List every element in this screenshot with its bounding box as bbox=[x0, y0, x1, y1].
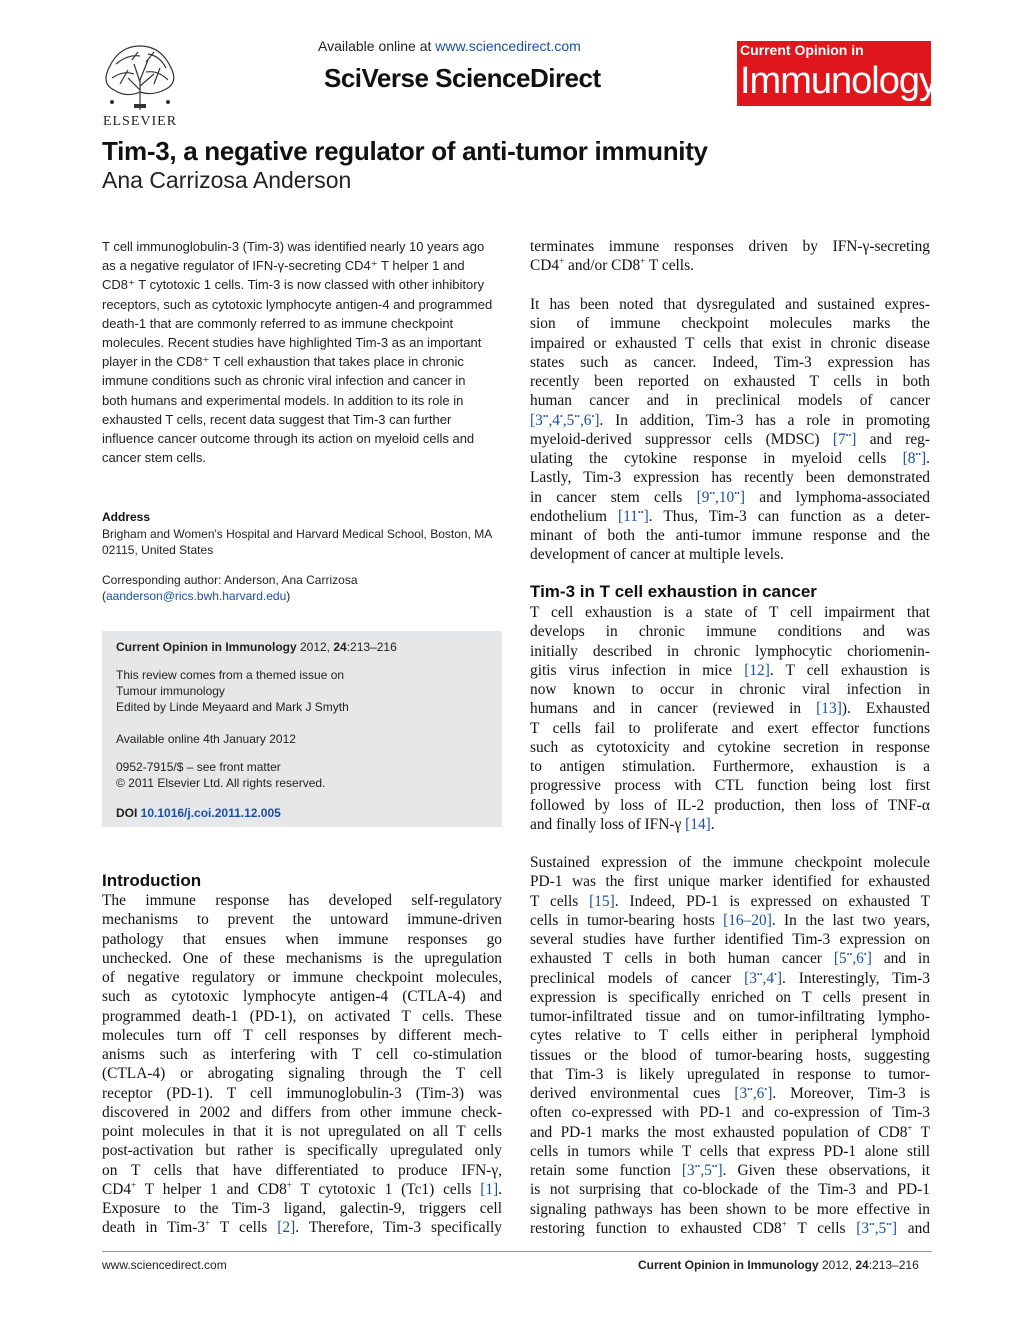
citation-volume: 24 bbox=[333, 640, 347, 654]
body-line: progressive process with CTL function being lost first bbox=[530, 777, 930, 795]
body-line: death in Tim-3+ T cells [2]. Therefore, Tim-3 specifically bbox=[102, 1218, 502, 1237]
available-prefix: Available online at bbox=[318, 38, 436, 54]
reference-link[interactable]: [16–20] bbox=[723, 911, 772, 929]
body-line: preclinical models of cancer [3••,4•]. Interestingly, Tim-3 bbox=[530, 969, 930, 987]
body-line: programmed death-1 (PD-1), on activated T cells. These bbox=[102, 1007, 502, 1025]
reference-link[interactable]: [9••,10••] bbox=[696, 488, 745, 506]
address-text: Brigham and Women's Hospital and Harvard Medical School, Boston, MA 02115, United States bbox=[102, 527, 492, 557]
introduction-body bbox=[102, 891, 502, 1238]
body-line: states such as cancer. Indeed, Tim-3 expression has bbox=[530, 353, 930, 371]
body-line: exhausted T cells in both human cancer [5••,6•] and in bbox=[530, 950, 931, 968]
doi-line bbox=[116, 805, 488, 821]
body-line: is not surprising that co-blockade of the Tim-3 and PD-1 bbox=[530, 1181, 930, 1199]
body-line: receptor (PD-1). T cell immunoglobulin-3 (Tim-3) was bbox=[102, 1084, 502, 1102]
exhaustion-paragraph bbox=[530, 603, 930, 834]
issn-line: 0952-7915/$ – see front matter bbox=[116, 760, 281, 774]
body-line: ulating the cytokine response in myeloid cells [8••]. bbox=[530, 449, 930, 467]
reference-link[interactable]: [14] bbox=[685, 815, 711, 833]
article-title: Tim-3, a negative regulator of anti-tumor immunity bbox=[102, 136, 708, 166]
body-line: cytes relative to T cells either in peripheral lymphoid bbox=[530, 1027, 930, 1045]
body-line: The immune response has developed self-regulatory bbox=[102, 892, 502, 909]
reference-link[interactable]: [3••,6•] bbox=[734, 1084, 773, 1102]
body-line: expression is specifically enriched on T cells present in bbox=[530, 988, 930, 1006]
available-online-date: Available online 4th January 2012 bbox=[116, 732, 296, 746]
body-line: cells in tumors while T cells that express PD-1 alone still bbox=[530, 1142, 930, 1160]
reference-link[interactable]: [15] bbox=[589, 892, 615, 910]
body-line: impaired or exhausted T cells that exist in chronic disease bbox=[530, 334, 930, 352]
footer-divider bbox=[102, 1251, 932, 1252]
body-line: point molecules in that it is not upregulated on all T cells bbox=[102, 1123, 502, 1140]
dysregulation-paragraph bbox=[530, 295, 930, 565]
body-line: signaling pathways has been shown to be more effective in bbox=[530, 1200, 930, 1218]
reference-link[interactable]: [13] bbox=[816, 700, 842, 718]
body-line: anisms such as interfering with T cell co-stimulation bbox=[102, 1046, 502, 1063]
body-line: gitis virus infection in mice [12]. T cell exhaustion is bbox=[530, 661, 930, 679]
body-line: restoring function to exhausted CD8+ T cells [3••,5••] and bbox=[530, 1218, 930, 1237]
elsevier-tree-icon bbox=[98, 40, 182, 112]
body-line: to antigen stimulation. Furthermore, exhaustion is a bbox=[530, 758, 930, 775]
body-line: T cells [15]. Indeed, PD-1 is expressed on exhausted T bbox=[530, 892, 930, 910]
journal-name: Immunology bbox=[740, 60, 937, 102]
reference-link[interactable]: [7••] bbox=[832, 430, 857, 448]
article-author: Ana Carrizosa Anderson bbox=[102, 167, 352, 193]
citation-year: 2012, bbox=[296, 640, 334, 654]
introduction-heading: Introduction bbox=[102, 871, 202, 890]
themed-issue-topic: Tumour immunology bbox=[116, 684, 225, 698]
reference-link[interactable]: [8••] bbox=[902, 449, 927, 467]
body-line: and PD-1 marks the most exhausted population of CD8+ T bbox=[530, 1122, 930, 1141]
body-line: CD4+ T helper 1 and CD8+ T cytotoxic 1 (Tc1) cells [1]. bbox=[102, 1179, 502, 1198]
body-line: on T cells that have differentiated to produce IFN-γ, bbox=[102, 1161, 502, 1179]
body-line: humans and in cancer (reviewed in [13]). Exhausted bbox=[530, 700, 930, 718]
body-line: post-activation but rather is specifically upregulated only bbox=[102, 1142, 502, 1160]
body-line: T cell exhaustion is a state of T cell impairment that bbox=[530, 604, 930, 621]
body-line: unchecked. One of these mechanisms is the upregulation bbox=[102, 949, 502, 967]
reference-link[interactable]: [3••,5••] bbox=[681, 1161, 723, 1179]
pd1-paragraph bbox=[530, 853, 930, 1238]
themed-issue-line: This review comes from a themed issue on bbox=[116, 668, 345, 682]
body-line: Exposure to the Tim-3 ligand, galectin-9, triggers cell bbox=[102, 1200, 502, 1217]
journal-banner bbox=[737, 41, 937, 106]
body-line: T cells fail to proliferate and exert effector functions bbox=[530, 719, 930, 737]
body-line: CD4+ and/or CD8+ T cells. bbox=[530, 256, 694, 275]
body-line: cells in tumor-bearing hosts [16–20]. In the last two years, bbox=[530, 911, 930, 929]
abstract: T cell immunoglobulin-3 (Tim-3) was identified nearly 10 years ago as a negative regulator of IFN-γ-secreting CD4⁺ T helper 1 and CD8⁺ T cytotoxic 1 cells. Tim-3 is now classed with other inhibitory receptors, such as cytotoxic lymphocyte antigen-4 and programmed death-1 that are commonly referred to as immune checkpoint molecules. Recent studies have highlighted Tim-3 as an important player in the CD8⁺ T cell exhaustion that takes place in chronic immune conditions such as chronic viral infection and cancer in both humans and experimental models. In addition to its role in exhausted T cells, recent data suggest that Tim-3 can further influence cancer outcome through its action on myeloid cells and cancer stem cells. bbox=[102, 239, 493, 466]
body-line: terminates immune responses driven by IFN-γ-secreting bbox=[530, 238, 930, 255]
body-line: development of cancer at multiple levels. bbox=[530, 546, 784, 564]
reference-link[interactable]: [3••,4•] bbox=[744, 969, 783, 987]
reference-link[interactable]: [3••,5••] bbox=[856, 1219, 897, 1237]
body-line: [3••,4•,5••,6•]. In addition, Tim-3 has a role in promoting bbox=[530, 411, 930, 429]
author-email-link[interactable]: aanderson@rics.bwh.harvard.edu bbox=[106, 589, 287, 603]
body-line: discovered in 2002 and differs from other immune check- bbox=[102, 1103, 502, 1121]
editors-line: Edited by Linde Meyaard and Mark J Smyth bbox=[116, 700, 349, 714]
reference-link[interactable]: [11••] bbox=[618, 507, 649, 525]
body-line: recently been reported on exhausted T cells in both bbox=[530, 373, 930, 390]
footer-journal: Current Opinion in Immunology bbox=[638, 1258, 819, 1272]
reference-link[interactable]: [1] bbox=[480, 1180, 499, 1198]
body-line: human cancer and in preclinical models of cancer bbox=[530, 392, 930, 410]
footer-volume: 24 bbox=[855, 1258, 869, 1272]
elsevier-logo bbox=[98, 40, 182, 130]
body-line: mechanisms to prevent the untoward immune-driven bbox=[102, 911, 502, 929]
body-line: pathology that ensues when immune responses go bbox=[102, 930, 502, 948]
body-line: Sustained expression of the immune checkpoint molecule bbox=[530, 854, 930, 871]
body-line: retain some function [3••,5••]. Given these observations, it bbox=[530, 1161, 930, 1179]
doi-label: DOI bbox=[116, 806, 141, 820]
reference-link[interactable]: [3••,4•,5••,6•] bbox=[530, 411, 600, 429]
citation-pages: :213–216 bbox=[346, 640, 397, 654]
reference-link[interactable]: [5••,6•] bbox=[833, 950, 872, 968]
exhaustion-heading: Tim-3 in T cell exhaustion in cancer bbox=[530, 582, 817, 601]
reference-link[interactable]: [2] bbox=[277, 1219, 296, 1237]
body-line: often co-expressed with PD-1 and co-expression of Tim-3 bbox=[530, 1104, 930, 1122]
corresponding-author: Corresponding author: Anderson, Ana Carrizosa (aanderson@rics.bwh.harvard.edu) bbox=[102, 573, 358, 603]
footer-year: 2012, bbox=[818, 1258, 856, 1272]
body-line: initially described in chronic lymphocytic choriomenin- bbox=[530, 642, 930, 660]
body-line: (CTLA-4) or abrogating signaling through the T cell bbox=[102, 1065, 502, 1083]
body-line: minant of both the anti-tumor immune response and the bbox=[530, 527, 930, 544]
body-line: now known to occur in chronic viral infection in bbox=[530, 681, 930, 698]
body-line: such as cytotoxic lymphocyte antigen-4 (CTLA-4) and bbox=[102, 988, 502, 1006]
body-line: followed by loss of IL-2 production, then loss of TNF-α bbox=[530, 796, 930, 814]
body-line: Lastly, Tim-3 expression has recently been demonstrated bbox=[530, 469, 930, 487]
body-line: of negative regulatory or immune checkpoint molecules, bbox=[102, 969, 502, 986]
body-line: develops in chronic immune conditions and was bbox=[530, 623, 930, 641]
footer-pages: :213–216 bbox=[868, 1258, 919, 1272]
body-line: tissues or the blood of tumor-bearing hosts, suggesting bbox=[530, 1046, 930, 1064]
corresponding-label: Corresponding author: Anderson, Ana Carrizosa bbox=[102, 573, 358, 587]
body-line: endothelium [11••]. Thus, Tim-3 can function as a deter- bbox=[530, 507, 931, 525]
citation bbox=[116, 639, 488, 655]
sciverse-logo: SciVerse ScienceDirect bbox=[324, 63, 601, 93]
body-line: tumor-infiltrated tissue and on tumor-infiltrating lympho- bbox=[530, 1008, 930, 1025]
body-line: sion of immune checkpoint molecules marks the bbox=[530, 315, 930, 333]
journal-series: Current Opinion in bbox=[740, 42, 864, 58]
body-line: It has been noted that dysregulated and sustained expres- bbox=[530, 296, 930, 313]
doi-link[interactable]: 10.1016/j.coi.2011.12.005 bbox=[140, 806, 281, 820]
body-line: in cancer stem cells [9••,10••] and lymphoma-associated bbox=[530, 488, 931, 506]
available-online bbox=[318, 38, 581, 54]
body-line: and finally loss of IFN-γ [14]. bbox=[530, 815, 715, 833]
citation-journal: Current Opinion in Immunology bbox=[116, 640, 297, 654]
right-column-continuation bbox=[530, 237, 930, 276]
reference-link[interactable]: [12] bbox=[744, 661, 770, 679]
footer-url[interactable]: www.sciencedirect.com bbox=[102, 1258, 227, 1272]
copyright-line: © 2011 Elsevier Ltd. All rights reserved. bbox=[116, 776, 326, 790]
address-heading: Address bbox=[102, 510, 151, 524]
elsevier-wordmark: ELSEVIER bbox=[102, 114, 178, 129]
body-line: such as cytotoxicity and cytokine secretion in response bbox=[530, 738, 930, 756]
body-line: several studies have further identified Tim-3 expression on bbox=[530, 931, 930, 948]
sciencedirect-link[interactable]: www.sciencedirect.com bbox=[435, 38, 581, 54]
body-line: myeloid-derived suppressor cells (MDSC) [7••] and reg- bbox=[530, 430, 931, 448]
footer-citation bbox=[638, 1258, 919, 1272]
body-line: molecules turn off T cell responses by different mech- bbox=[102, 1026, 502, 1044]
body-line: PD-1 was the first unique marker identified for exhausted bbox=[530, 873, 930, 891]
body-line: derived environmental cues [3••,6•]. Moreover, Tim-3 is bbox=[530, 1084, 930, 1102]
article-info-box bbox=[102, 631, 502, 827]
body-line: that Tim-3 is likely upregulated in response to tumor- bbox=[530, 1065, 930, 1083]
